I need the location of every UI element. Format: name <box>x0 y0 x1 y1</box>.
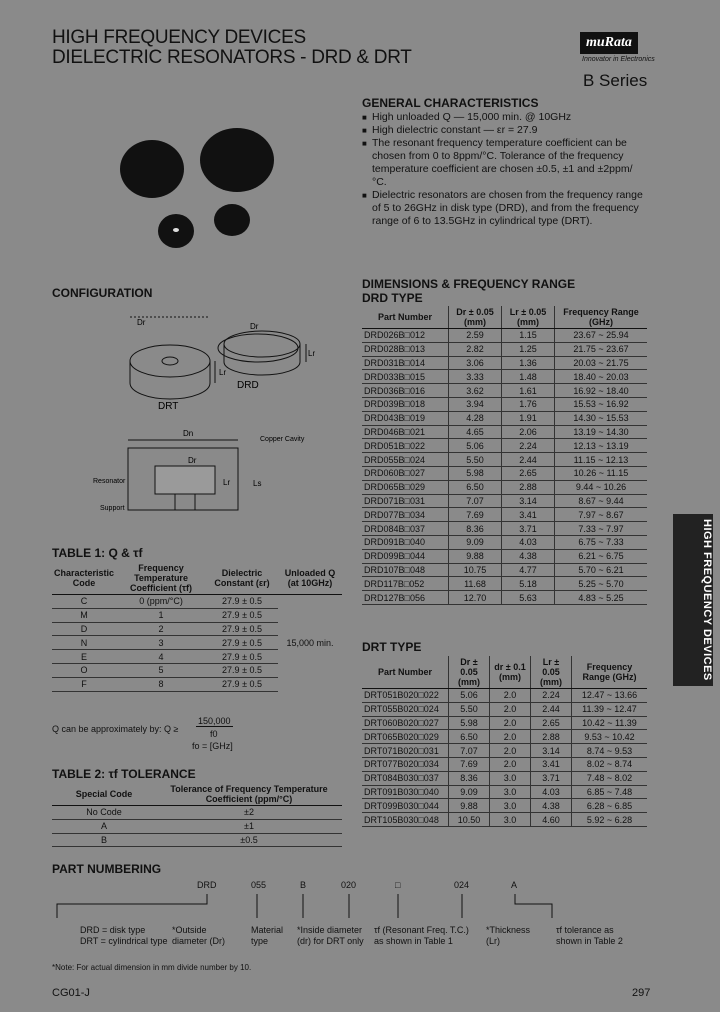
table1-header: Characteristic Code <box>52 562 116 595</box>
table-row <box>362 716 647 730</box>
table-cell: 6.50 <box>449 730 490 744</box>
drd-lr-label: Lr <box>308 349 316 358</box>
table-cell: 2.06 <box>502 425 555 439</box>
table-cell: 5.98 <box>449 466 502 480</box>
table-cell: 2.44 <box>531 702 572 716</box>
table-cell: 9.09 <box>449 785 490 799</box>
large-resonator-left <box>120 140 184 198</box>
table-cell: 4.65 <box>449 425 502 439</box>
code-diameter: 055 <box>251 880 267 890</box>
table-cell: 3.71 <box>502 522 555 536</box>
table-cell: 5.06 <box>449 439 502 453</box>
table-cell: 11.39 ~ 12.47 <box>572 702 648 716</box>
table-cell: DRD099B□044 <box>362 549 449 563</box>
side-tab <box>673 514 713 686</box>
desc-diameter: *Outside diameter (Dr) <box>172 925 226 946</box>
drd-dr-label: Dr <box>250 322 259 331</box>
table-row <box>362 384 647 398</box>
table-cell: 4.60 <box>531 813 572 827</box>
table-cell: 8.74 ~ 9.53 <box>572 744 648 758</box>
table-cell: 1.25 <box>502 342 555 356</box>
table-cell: 1.76 <box>502 397 555 411</box>
table-cell: 2.0 <box>490 730 531 744</box>
table-cell: 3.0 <box>490 799 531 813</box>
side-tab-label: HIGH FREQUENCY DEVICES <box>701 519 713 681</box>
support-label: Support <box>100 505 125 512</box>
large-resonator-right <box>200 128 274 192</box>
table-cell: 7.33 ~ 7.97 <box>555 522 648 536</box>
title-line-2: DIELECTRIC RESONATORS - DRD & DRT <box>52 47 412 68</box>
table-row <box>362 563 647 577</box>
table-cell: DRT065B020□029 <box>362 730 449 744</box>
table-cell: 2.24 <box>531 689 572 703</box>
desc-tf: τf (Resonant Freq. T.C.) as shown in Table 1 <box>374 925 469 946</box>
table-cell: DRT060B020□027 <box>362 716 449 730</box>
table-cell: DRD117B□052 <box>362 577 449 591</box>
table-cell: 8.02 ~ 8.74 <box>572 757 648 771</box>
table1-header: Dielectric Constant (εr) <box>206 562 278 595</box>
table-cell: 5.92 ~ 6.28 <box>572 813 648 827</box>
table-row <box>362 494 647 508</box>
table-cell: 4.38 <box>531 799 572 813</box>
table-cell: 9.88 <box>449 799 490 813</box>
table-row <box>362 577 647 591</box>
table-cell: 7.69 <box>449 508 502 522</box>
drt-dr-label: Dr <box>137 318 146 327</box>
q-formula-unit: fo = [GHz] <box>192 741 233 751</box>
table-cell: 7.48 ~ 8.02 <box>572 771 648 785</box>
table-cell: 18.40 ~ 20.03 <box>555 370 648 384</box>
footer-code: CG01-J <box>52 987 90 999</box>
table-cell: DRT099B030□044 <box>362 799 449 813</box>
drd-header-row: Part Number Dr ± 0.05 (mm) Lr ± 0.05 (mm) Frequency Range (GHz) <box>362 306 647 329</box>
brand-logo: muRata <box>580 32 638 54</box>
table-cell: DRD055B□024 <box>362 453 449 467</box>
table-cell: 3.14 <box>502 494 555 508</box>
table-cell: 9.53 ~ 10.42 <box>572 730 648 744</box>
series-label: B Series <box>583 71 648 90</box>
table-cell: 12.13 ~ 13.19 <box>555 439 648 453</box>
drt-lr-label: Lr <box>219 368 227 377</box>
table2-heading: TABLE 2: τf TOLERANCE <box>52 767 196 781</box>
table-cell: 2.24 <box>502 439 555 453</box>
table-cell: DRT055B020□024 <box>362 702 449 716</box>
table-cell: 9.88 <box>449 549 502 563</box>
table-cell: 4.03 <box>531 785 572 799</box>
table-cell: 3.14 <box>531 744 572 758</box>
table-cell: 1.15 <box>502 329 555 343</box>
table-row: M 1 27.9 ± 0.5 <box>52 608 342 622</box>
table-cell: 6.21 ~ 6.75 <box>555 549 648 563</box>
table-row <box>362 591 647 605</box>
table-row: C 0 (ppm/°C) 27.9 ± 0.5 15,000 min. <box>52 595 342 609</box>
desc-thickness: *Thickness (Lr) <box>486 925 531 946</box>
table-cell: 5.50 <box>449 702 490 716</box>
table-cell: 2.0 <box>490 757 531 771</box>
table-cell: 12.70 <box>449 591 502 605</box>
table-row <box>362 813 647 827</box>
cavity-ls-label: Ls <box>253 479 262 488</box>
table-row <box>362 757 647 771</box>
copper-cavity-label: Copper Cavity <box>260 436 305 443</box>
general-item: ■ Dielectric resonators are chosen from the frequency range of 5 to 26GHz in disk type (DRD), and from the frequency range of 6 to 13.5GHz in cylindrical type (DRT). <box>362 189 647 228</box>
code-tf: □ <box>395 880 401 890</box>
footnote: *Note: For actual dimension in mm divide number by 10. <box>52 963 252 972</box>
table2-header-row: Special Code Tolerance of Frequency Temperature Coefficient (ppm/°C) <box>52 783 342 806</box>
table-row <box>362 329 647 343</box>
table-row <box>362 689 647 703</box>
table-cell: 6.85 ~ 7.48 <box>572 785 648 799</box>
table-cell: 2.88 <box>531 730 572 744</box>
table-cell: DRD026B□012 <box>362 329 449 343</box>
table1-heading: TABLE 1: Q & τf <box>52 546 143 560</box>
q-formula-numerator: 150,000 <box>198 716 231 726</box>
table-cell: 3.0 <box>490 813 531 827</box>
drt-drawing <box>130 317 215 399</box>
small-disk-resonator <box>214 204 250 236</box>
table-cell: 3.41 <box>502 508 555 522</box>
table-cell: DRD028B□013 <box>362 342 449 356</box>
table-cell: DRD036B□016 <box>362 384 449 398</box>
table-cell: 8.36 <box>449 771 490 785</box>
table-cell: 1.36 <box>502 356 555 370</box>
table-cell: 5.70 ~ 6.21 <box>555 563 648 577</box>
table1-header: Unloaded Q (at 10GHz) <box>278 562 342 595</box>
table-cell: 2.0 <box>490 716 531 730</box>
table-row: B ±0.5 <box>52 833 342 847</box>
table-cell: 4.03 <box>502 535 555 549</box>
table-cell: 11.68 <box>449 577 502 591</box>
product-photo <box>118 128 278 258</box>
table-cell: 3.0 <box>490 785 531 799</box>
table-cell: DRD071B□031 <box>362 494 449 508</box>
desc-tolerance: τf tolerance as shown in Table 2 <box>556 925 623 946</box>
table-cell: 2.88 <box>502 480 555 494</box>
drd-table <box>362 306 647 605</box>
table-row <box>362 785 647 799</box>
table-row <box>362 342 647 356</box>
table-cell: DRT071B020□031 <box>362 744 449 758</box>
table-cell: 2.0 <box>490 702 531 716</box>
table-row <box>362 425 647 439</box>
table-cell: 5.25 ~ 5.70 <box>555 577 648 591</box>
table-row <box>362 356 647 370</box>
table-row <box>362 702 647 716</box>
table-row <box>362 397 647 411</box>
table-cell: 2.65 <box>531 716 572 730</box>
table1 <box>52 562 342 692</box>
table-cell: DRD065B□029 <box>362 480 449 494</box>
table-cell: 3.71 <box>531 771 572 785</box>
drt-heading: DRT TYPE <box>362 640 422 654</box>
desc-inside-diameter: *Inside diameter (dr) for DRT only <box>297 925 364 946</box>
drt-label: DRT <box>158 401 179 412</box>
general-item: ■ The resonant frequency temperature coefficient can be chosen from 0 to 8ppm/°C. Tolerance of the frequency temperature coefficient are chosen ±0.5, ±1 and ±2ppm/°C. <box>362 137 647 189</box>
table-row: D 2 27.9 ± 0.5 <box>52 622 342 636</box>
table-cell: 13.19 ~ 14.30 <box>555 425 648 439</box>
table-row <box>362 508 647 522</box>
table-cell: 2.0 <box>490 689 531 703</box>
table-cell: 3.0 <box>490 771 531 785</box>
part-numbering-diagram <box>52 880 660 952</box>
table-cell: 9.09 <box>449 535 502 549</box>
table-cell: 7.07 <box>449 494 502 508</box>
q-formula-prefix: Q can be approximately by: Q ≥ <box>52 724 179 734</box>
general-item: ■ High dielectric constant — εr = 27.9 <box>362 124 647 137</box>
configuration-heading: CONFIGURATION <box>52 286 153 300</box>
table2 <box>52 783 342 847</box>
table-cell: 10.26 ~ 11.15 <box>555 466 648 480</box>
drd-disk-diagram <box>212 320 322 390</box>
table-cell: DRD051B□022 <box>362 439 449 453</box>
table-row <box>362 466 647 480</box>
table-cell: 11.15 ~ 12.13 <box>555 453 648 467</box>
small-cylindrical-resonator <box>158 214 194 248</box>
table-cell: 20.03 ~ 21.75 <box>555 356 648 370</box>
table-cell: 2.59 <box>449 329 502 343</box>
general-heading: GENERAL CHARACTERISTICS <box>362 96 539 110</box>
table-row <box>362 549 647 563</box>
table-cell: DRD031B□014 <box>362 356 449 370</box>
table-cell: 3.41 <box>531 757 572 771</box>
table-row <box>362 439 647 453</box>
general-item: ■ High unloaded Q — 15,000 min. @ 10GHz <box>362 111 647 124</box>
table-cell: 1.48 <box>502 370 555 384</box>
table-cell: DRT051B020□022 <box>362 689 449 703</box>
table-cell: 4.83 ~ 5.25 <box>555 591 648 605</box>
table-cell: 6.50 <box>449 480 502 494</box>
desc-type: DRD = disk type DRT = cylindrical type <box>80 925 168 946</box>
table-cell: 1.91 <box>502 411 555 425</box>
table-row <box>362 453 647 467</box>
table-cell: 6.75 ~ 7.33 <box>555 535 648 549</box>
table-cell: 5.06 <box>449 689 490 703</box>
table-cell: 23.67 ~ 25.94 <box>555 329 648 343</box>
drd-label: DRD <box>237 380 259 391</box>
table1-header-row <box>52 562 342 595</box>
table-cell: 8.67 ~ 9.44 <box>555 494 648 508</box>
table-cell: 14.30 ~ 15.53 <box>555 411 648 425</box>
table-cell: DRD060B□027 <box>362 466 449 480</box>
table-row: No Code ±2 <box>52 806 342 820</box>
dimensions-heading: DIMENSIONS & FREQUENCY RANGE <box>362 277 576 291</box>
table-cell: 21.75 ~ 23.67 <box>555 342 648 356</box>
table-cell: 1.61 <box>502 384 555 398</box>
unloaded-q-value: 15,000 min. <box>286 638 334 649</box>
table-cell: 5.63 <box>502 591 555 605</box>
table-cell: 2.65 <box>502 466 555 480</box>
table-cell: DRD043B□019 <box>362 411 449 425</box>
table-row <box>362 522 647 536</box>
table-cell: 3.33 <box>449 370 502 384</box>
resonator-label: Resonator <box>93 478 126 485</box>
table-row <box>362 744 647 758</box>
table-cell: 7.97 ~ 8.67 <box>555 508 648 522</box>
general-list <box>362 111 647 228</box>
brand-tagline: Innovator in Electronics <box>582 56 655 63</box>
table-cell: 7.07 <box>449 744 490 758</box>
table-row <box>362 480 647 494</box>
cavity-dn-label: Dn <box>183 429 194 438</box>
code-tolerance: A <box>511 880 518 890</box>
table-cell: DRD039B□018 <box>362 397 449 411</box>
center-hole <box>173 228 179 232</box>
table-cell: 5.18 <box>502 577 555 591</box>
table-cell: 9.44 ~ 10.26 <box>555 480 648 494</box>
table-cell: 10.50 <box>449 813 490 827</box>
table-row: F 8 27.9 ± 0.5 <box>52 677 342 691</box>
cavity-dr-label: Dr <box>188 456 197 465</box>
table-row <box>362 411 647 425</box>
table-cell: 2.82 <box>449 342 502 356</box>
table-row <box>362 535 647 549</box>
code-type: DRD <box>197 880 217 890</box>
code-inside-diameter: 020 <box>341 880 357 890</box>
table-cell: 3.62 <box>449 384 502 398</box>
table-cell: 15.53 ~ 16.92 <box>555 397 648 411</box>
table-cell: 7.69 <box>449 757 490 771</box>
table-cell: 3.94 <box>449 397 502 411</box>
table-row <box>362 370 647 384</box>
table-cell: 6.28 ~ 6.85 <box>572 799 648 813</box>
table-cell: 12.47 ~ 13.66 <box>572 689 648 703</box>
table-cell: 5.50 <box>449 453 502 467</box>
cavity-lr-label: Lr <box>223 478 231 487</box>
table-cell: 16.92 ~ 18.40 <box>555 384 648 398</box>
table-cell: 8.36 <box>449 522 502 536</box>
table-cell: DRD084B□037 <box>362 522 449 536</box>
table-row: A ±1 <box>52 819 342 833</box>
part-numbering-heading: PART NUMBERING <box>52 862 162 876</box>
table-cell: DRD107B□048 <box>362 563 449 577</box>
table-cell: 4.77 <box>502 563 555 577</box>
table-row <box>362 771 647 785</box>
drd-heading: DRD TYPE <box>362 291 423 305</box>
table-cell: 2.0 <box>490 744 531 758</box>
table-cell: 4.28 <box>449 411 502 425</box>
code-material: B <box>300 880 307 890</box>
desc-material: Material type <box>251 925 284 946</box>
page-number: 297 <box>632 987 651 999</box>
table-cell: 4.38 <box>502 549 555 563</box>
part-numbering-leaders <box>52 892 572 922</box>
table-cell: DRD091B□040 <box>362 535 449 549</box>
table-row: O 5 27.9 ± 0.5 <box>52 663 342 677</box>
drt-table <box>362 656 647 827</box>
drt-header-row: Part Number Dr ± 0.05 (mm) dr ± 0.1 (mm) Lr ± 0.05 (mm) Frequency Range (GHz) <box>362 656 647 689</box>
table1-header: Frequency Temperature Coefficient (τf) <box>116 562 206 595</box>
code-thickness: 024 <box>454 880 470 890</box>
cavity-drawing <box>128 440 238 510</box>
table-row <box>362 730 647 744</box>
table-row: E 4 27.9 ± 0.5 <box>52 650 342 664</box>
table-row <box>362 799 647 813</box>
table-cell: DRT105B030□048 <box>362 813 449 827</box>
table-cell: DRD046B□021 <box>362 425 449 439</box>
table-cell: DRD127B□056 <box>362 591 449 605</box>
table-cell: DRD033B□015 <box>362 370 449 384</box>
table-cell: 2.44 <box>502 453 555 467</box>
title-line-1: HIGH FREQUENCY DEVICES <box>52 27 306 48</box>
table-cell: DRT084B030□037 <box>362 771 449 785</box>
table-cell: 3.06 <box>449 356 502 370</box>
table-cell: 10.42 ~ 11.39 <box>572 716 648 730</box>
table-cell: 5.98 <box>449 716 490 730</box>
table-cell: DRT077B020□034 <box>362 757 449 771</box>
table-cell: DRD077B□034 <box>362 508 449 522</box>
q-formula-denominator: f0 <box>210 729 218 739</box>
table-cell: DRT091B030□040 <box>362 785 449 799</box>
table-row: N 3 27.9 ± 0.5 <box>52 636 342 650</box>
table-cell: 10.75 <box>449 563 502 577</box>
